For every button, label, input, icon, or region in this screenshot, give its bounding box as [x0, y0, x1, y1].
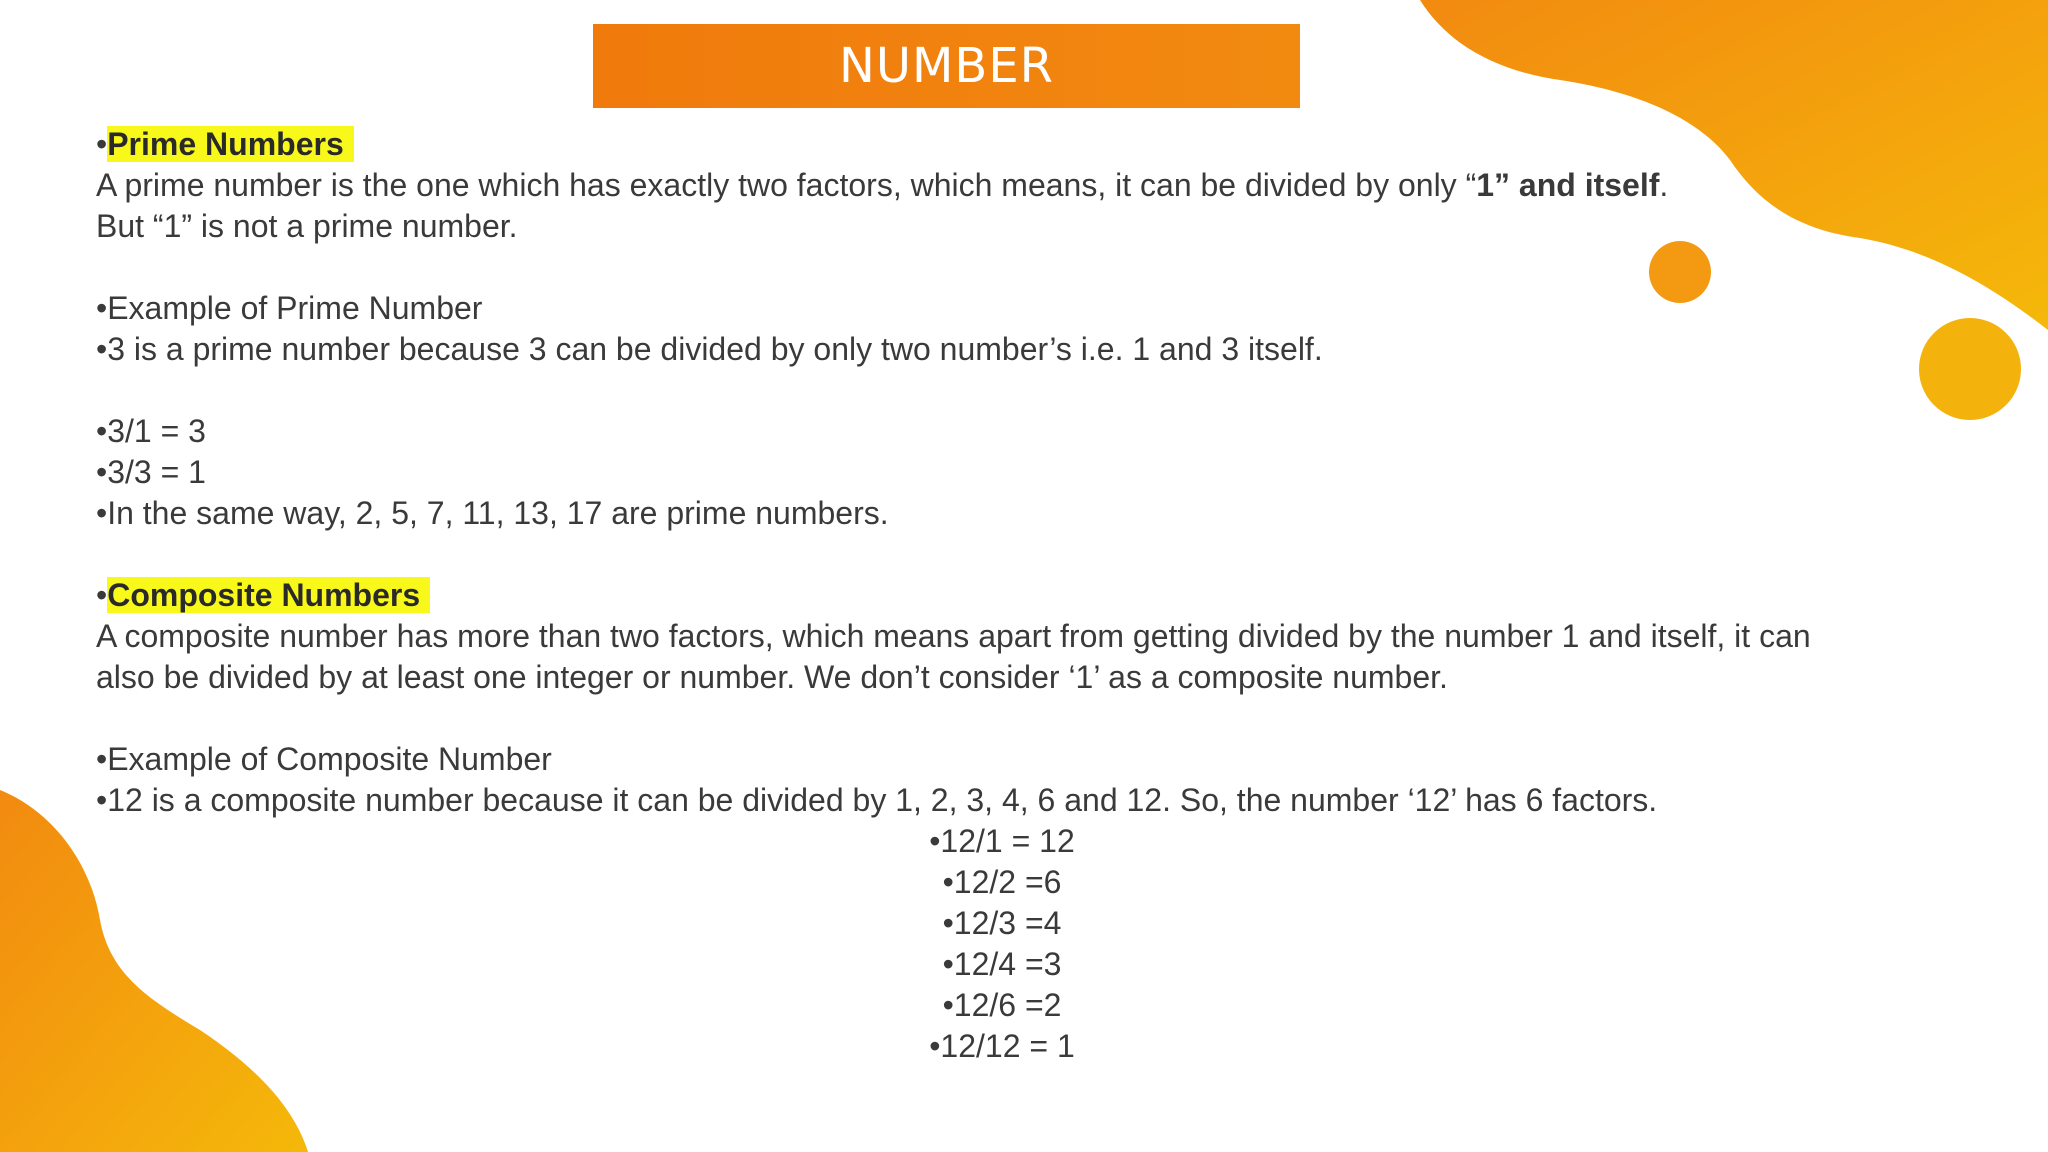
composite-calc: •12/3 =4	[942, 905, 1062, 941]
composite-definition-1: A composite number has more than two factors, which means apart from getting divided by the number 1 and itself, it can	[96, 618, 1811, 654]
title-banner	[593, 24, 1300, 108]
slide-content	[96, 124, 1956, 1067]
composite-calc: •12/6 =2	[942, 987, 1062, 1023]
composite-example-heading: •Example of Composite Number	[96, 741, 552, 777]
composite-definition-2: also be divided by at least one integer or number. We don’t consider ‘1’ as a composite number.	[96, 659, 1448, 695]
composite-example-text: •12 is a composite number because it can be divided by 1, 2, 3, 4, 6 and 12. So, the number ‘12’ has 6 factors.	[96, 782, 1658, 818]
spacer	[96, 247, 1956, 288]
spacer	[96, 534, 1956, 575]
composite-heading-line	[96, 575, 1956, 616]
composite-calc: •12/2 =6	[942, 864, 1062, 900]
bullet: •	[96, 126, 108, 162]
bullet: •	[96, 577, 108, 613]
composite-calc: •12/1 = 12	[929, 823, 1075, 859]
page-title: NUMBER	[838, 38, 1055, 94]
prime-def-end: .	[1659, 167, 1669, 203]
prime-heading-line	[96, 124, 1956, 165]
composite-calc: •12/12 = 1	[929, 1028, 1075, 1064]
prime-calc: •3/1 = 3	[96, 413, 206, 449]
composite-heading: Composite Numbers	[107, 577, 430, 613]
prime-def-bold: 1” and itself	[1476, 167, 1660, 203]
prime-def-text: A prime number is the one which has exactly two factors, which means, it can be divided by only “	[96, 167, 1477, 203]
prime-heading: Prime Numbers	[107, 126, 354, 162]
prime-calc: •3/3 = 1	[96, 454, 206, 490]
prime-definition-2: But “1” is not a prime number.	[96, 208, 518, 244]
prime-example-text: •3 is a prime number because 3 can be divided by only two number’s i.e. 1 and 3 itself.	[96, 331, 1323, 367]
spacer	[96, 370, 1956, 411]
prime-definition-1	[96, 165, 1956, 206]
composite-calc: •12/4 =3	[942, 946, 1062, 982]
spacer	[96, 698, 1956, 739]
prime-example-heading: •Example of Prime Number	[96, 290, 483, 326]
prime-more: •In the same way, 2, 5, 7, 11, 13, 17 are prime numbers.	[96, 495, 889, 531]
